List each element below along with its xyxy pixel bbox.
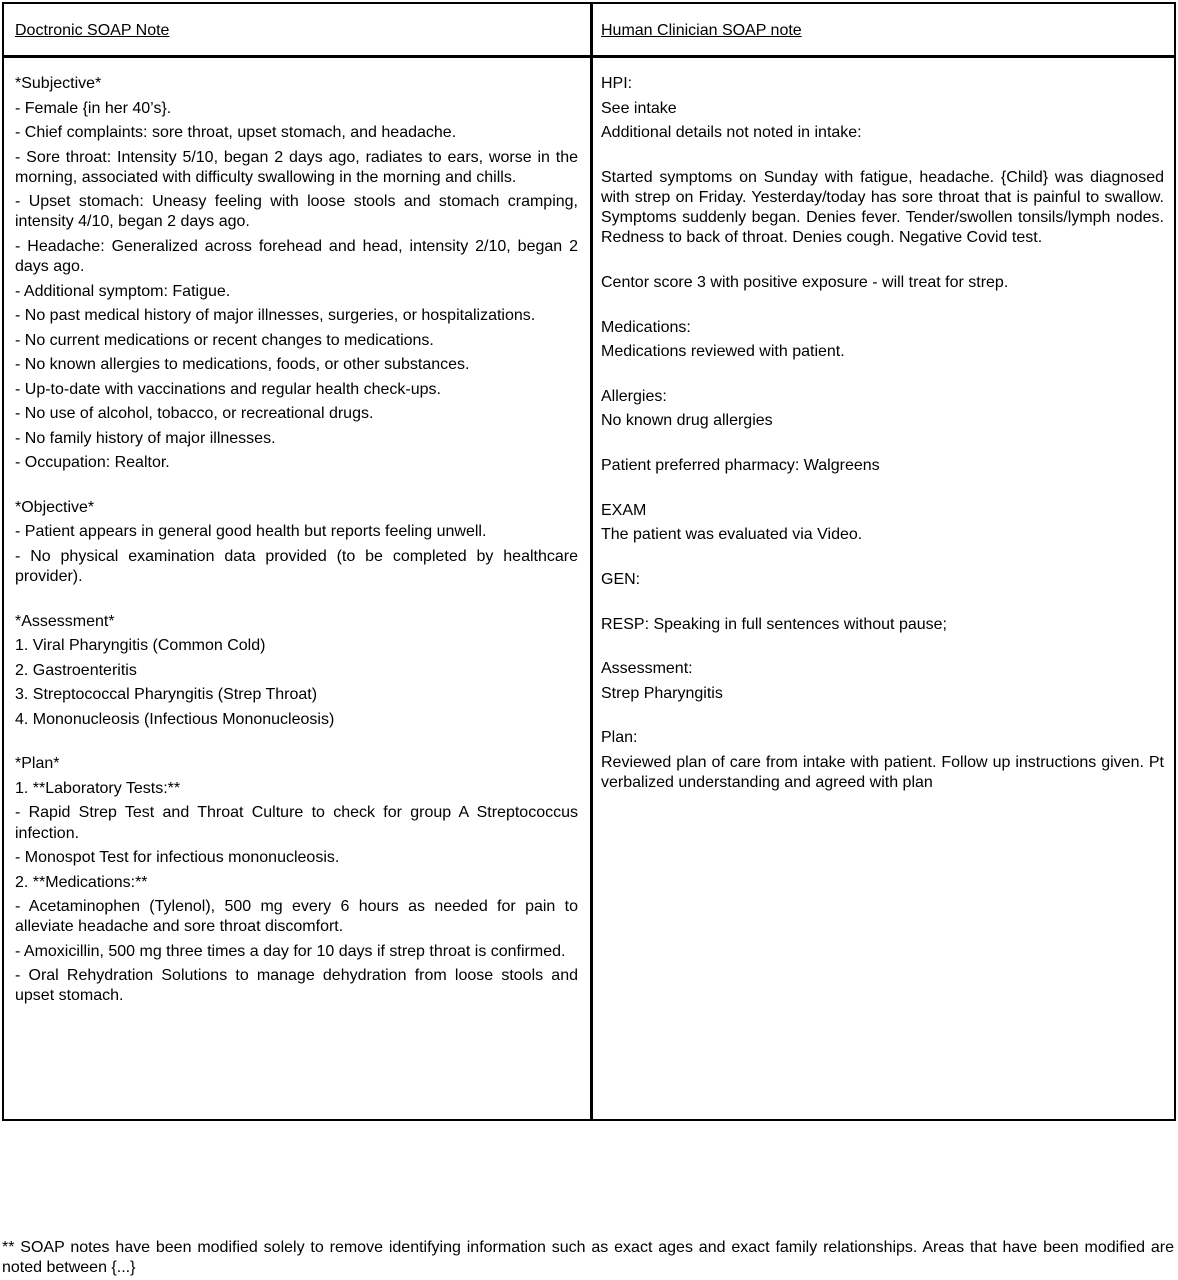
doctronic-note-line: - Rapid Strep Test and Throat Culture to check for group A Streptococcus infection. <box>15 804 578 842</box>
doctronic-note-line: *Objective* <box>15 498 95 516</box>
clinician-note-line: Allergies: <box>601 387 667 405</box>
doctronic-note-line: - Sore throat: Intensity 5/10, began 2 days ago, radiates to ears, worse in the morning, associated with difficulty swallowing in the morning and chills. <box>15 148 578 186</box>
doctronic-note-line: - Headache: Generalized across forehead and head, intensity 2/10, began 2 days ago. <box>15 237 578 276</box>
doctronic-note-line: *Assessment* <box>15 612 115 630</box>
clinician-note-line: Strep Pharyngitis <box>601 684 723 702</box>
clinician-note-line: Assessment: <box>601 660 693 678</box>
clinician-note-line: Started symptoms on Sunday with fatigue, headache. {Child} was diagnosed with strep on Friday. Yesterday/today has sore throat that is painful to swallow. Symptoms suddenly began. Denies fever. Tender/swollen tonsils/lymph nodes. Redness to back of throat. Denies cough. Negative Covid test. <box>601 168 1164 247</box>
clinician-note-line <box>601 148 1164 168</box>
clinician-note-line: Medications: <box>601 318 691 336</box>
doctronic-note-line: - Acetaminophen (Tylenol), 500 mg every 6 hours as needed for pain to alleviate headache and sore throat discomfort. <box>15 898 578 936</box>
clinician-note-line: The patient was evaluated via Video. <box>601 526 863 544</box>
soap-comparison-table <box>2 2 1176 1121</box>
doctronic-note-line: 2. Gastroenteritis <box>15 661 137 679</box>
clinician-note-line: HPI: <box>601 75 633 92</box>
doctronic-note-line: - No current medications or recent changes to medications. <box>15 331 434 349</box>
clinician-note-body <box>601 74 1164 798</box>
footnote: ** SOAP notes have been modified solely to remove identifying information such as exact ages and exact family relationships. Areas that have been modified are noted between {...} <box>2 1239 1174 1276</box>
doctronic-note-line: 3. Streptococcal Pharyngitis (Strep Throat) <box>15 686 318 704</box>
doctronic-note-line: - Amoxicillin, 500 mg three times a day for 10 days if strep throat is confirmed. <box>15 942 566 960</box>
clinician-header: Human Clinician SOAP note <box>601 22 802 39</box>
clinician-note-line: EXAM <box>601 501 647 519</box>
clinician-note-line: Centor score 3 with positive exposure - will treat for strep. <box>601 273 1009 291</box>
header-divider <box>4 55 1174 58</box>
clinician-note-line: Reviewed plan of care from intake with patient. Follow up instructions given. Pt verbalized understanding and agreed with plan <box>601 753 1164 792</box>
doctronic-note-line <box>15 734 578 754</box>
clinician-note-line: Medications reviewed with patient. <box>601 343 845 361</box>
clinician-note-line <box>601 436 1164 456</box>
doctronic-note-line: - Oral Rehydration Solutions to manage dehydration from loose stools and upset stomach. <box>15 967 578 1005</box>
doctronic-note-line <box>15 592 578 612</box>
doctronic-note-line: - Monospot Test for infectious mononucleosis. <box>15 849 340 867</box>
clinician-note-line: RESP: Speaking in full sentences without pause; <box>601 615 947 633</box>
doctronic-note-line: 1. **Laboratory Tests:** <box>15 779 181 797</box>
clinician-note-line: Patient preferred pharmacy: Walgreens <box>601 457 880 475</box>
clinician-note-line: Plan: <box>601 729 638 747</box>
doctronic-note-line: 4. Mononucleosis (Infectious Mononucleosis) <box>15 710 335 728</box>
doctronic-note-line: - No physical examination data provided (to be completed by healthcare provider). <box>15 547 578 585</box>
clinician-note-line <box>601 639 1164 659</box>
doctronic-note-line: - Additional symptom: Fatigue. <box>15 282 231 300</box>
clinician-note-line <box>601 367 1164 387</box>
clinician-note-line: No known drug allergies <box>601 412 773 430</box>
doctronic-note-line: - Occupation: Realtor. <box>15 454 170 472</box>
clinician-note-line <box>601 594 1164 614</box>
doctronic-note-line: 2. **Medications:** <box>15 873 148 891</box>
doctronic-header: Doctronic SOAP Note <box>15 22 170 39</box>
doctronic-note-line: - No past medical history of major illnesses, surgeries, or hospitalizations. <box>15 307 536 325</box>
clinician-note-line: Additional details not noted in intake: <box>601 124 862 141</box>
clinician-note-line <box>601 550 1164 570</box>
doctronic-note-line: 1. Viral Pharyngitis (Common Cold) <box>15 637 266 655</box>
doctronic-note-line: - Female {in her 40’s}. <box>15 99 172 117</box>
doctronic-note-line: - No family history of major illnesses. <box>15 429 276 447</box>
doctronic-note-line <box>15 478 578 498</box>
doctronic-note-line: - Up-to-date with vaccinations and regular health check-ups. <box>15 380 441 398</box>
doctronic-note-line: - Chief complaints: sore throat, upset stomach, and headache. <box>15 124 457 141</box>
doctronic-note-line: - Patient appears in general good health but reports feeling unwell. <box>15 523 487 541</box>
clinician-note-line <box>601 481 1164 501</box>
doctronic-note-line: - Upset stomach: Uneasy feeling with loose stools and stomach cramping, intensity 4/10, began 2 days ago. <box>15 193 578 231</box>
clinician-note-line: GEN: <box>601 570 641 588</box>
doctronic-note-line: *Subjective* <box>15 75 102 92</box>
doctronic-note-line: - No known allergies to medications, foods, or other substances. <box>15 356 470 374</box>
doctronic-note-body <box>15 74 578 1011</box>
doctronic-note-line: - No use of alcohol, tobacco, or recreational drugs. <box>15 405 374 423</box>
clinician-note-line: See intake <box>601 99 677 117</box>
clinician-note-line <box>601 297 1164 317</box>
clinician-note-line <box>601 253 1164 273</box>
clinician-note-line <box>601 708 1164 728</box>
column-divider <box>590 4 593 1119</box>
doctronic-note-line: *Plan* <box>15 755 60 773</box>
